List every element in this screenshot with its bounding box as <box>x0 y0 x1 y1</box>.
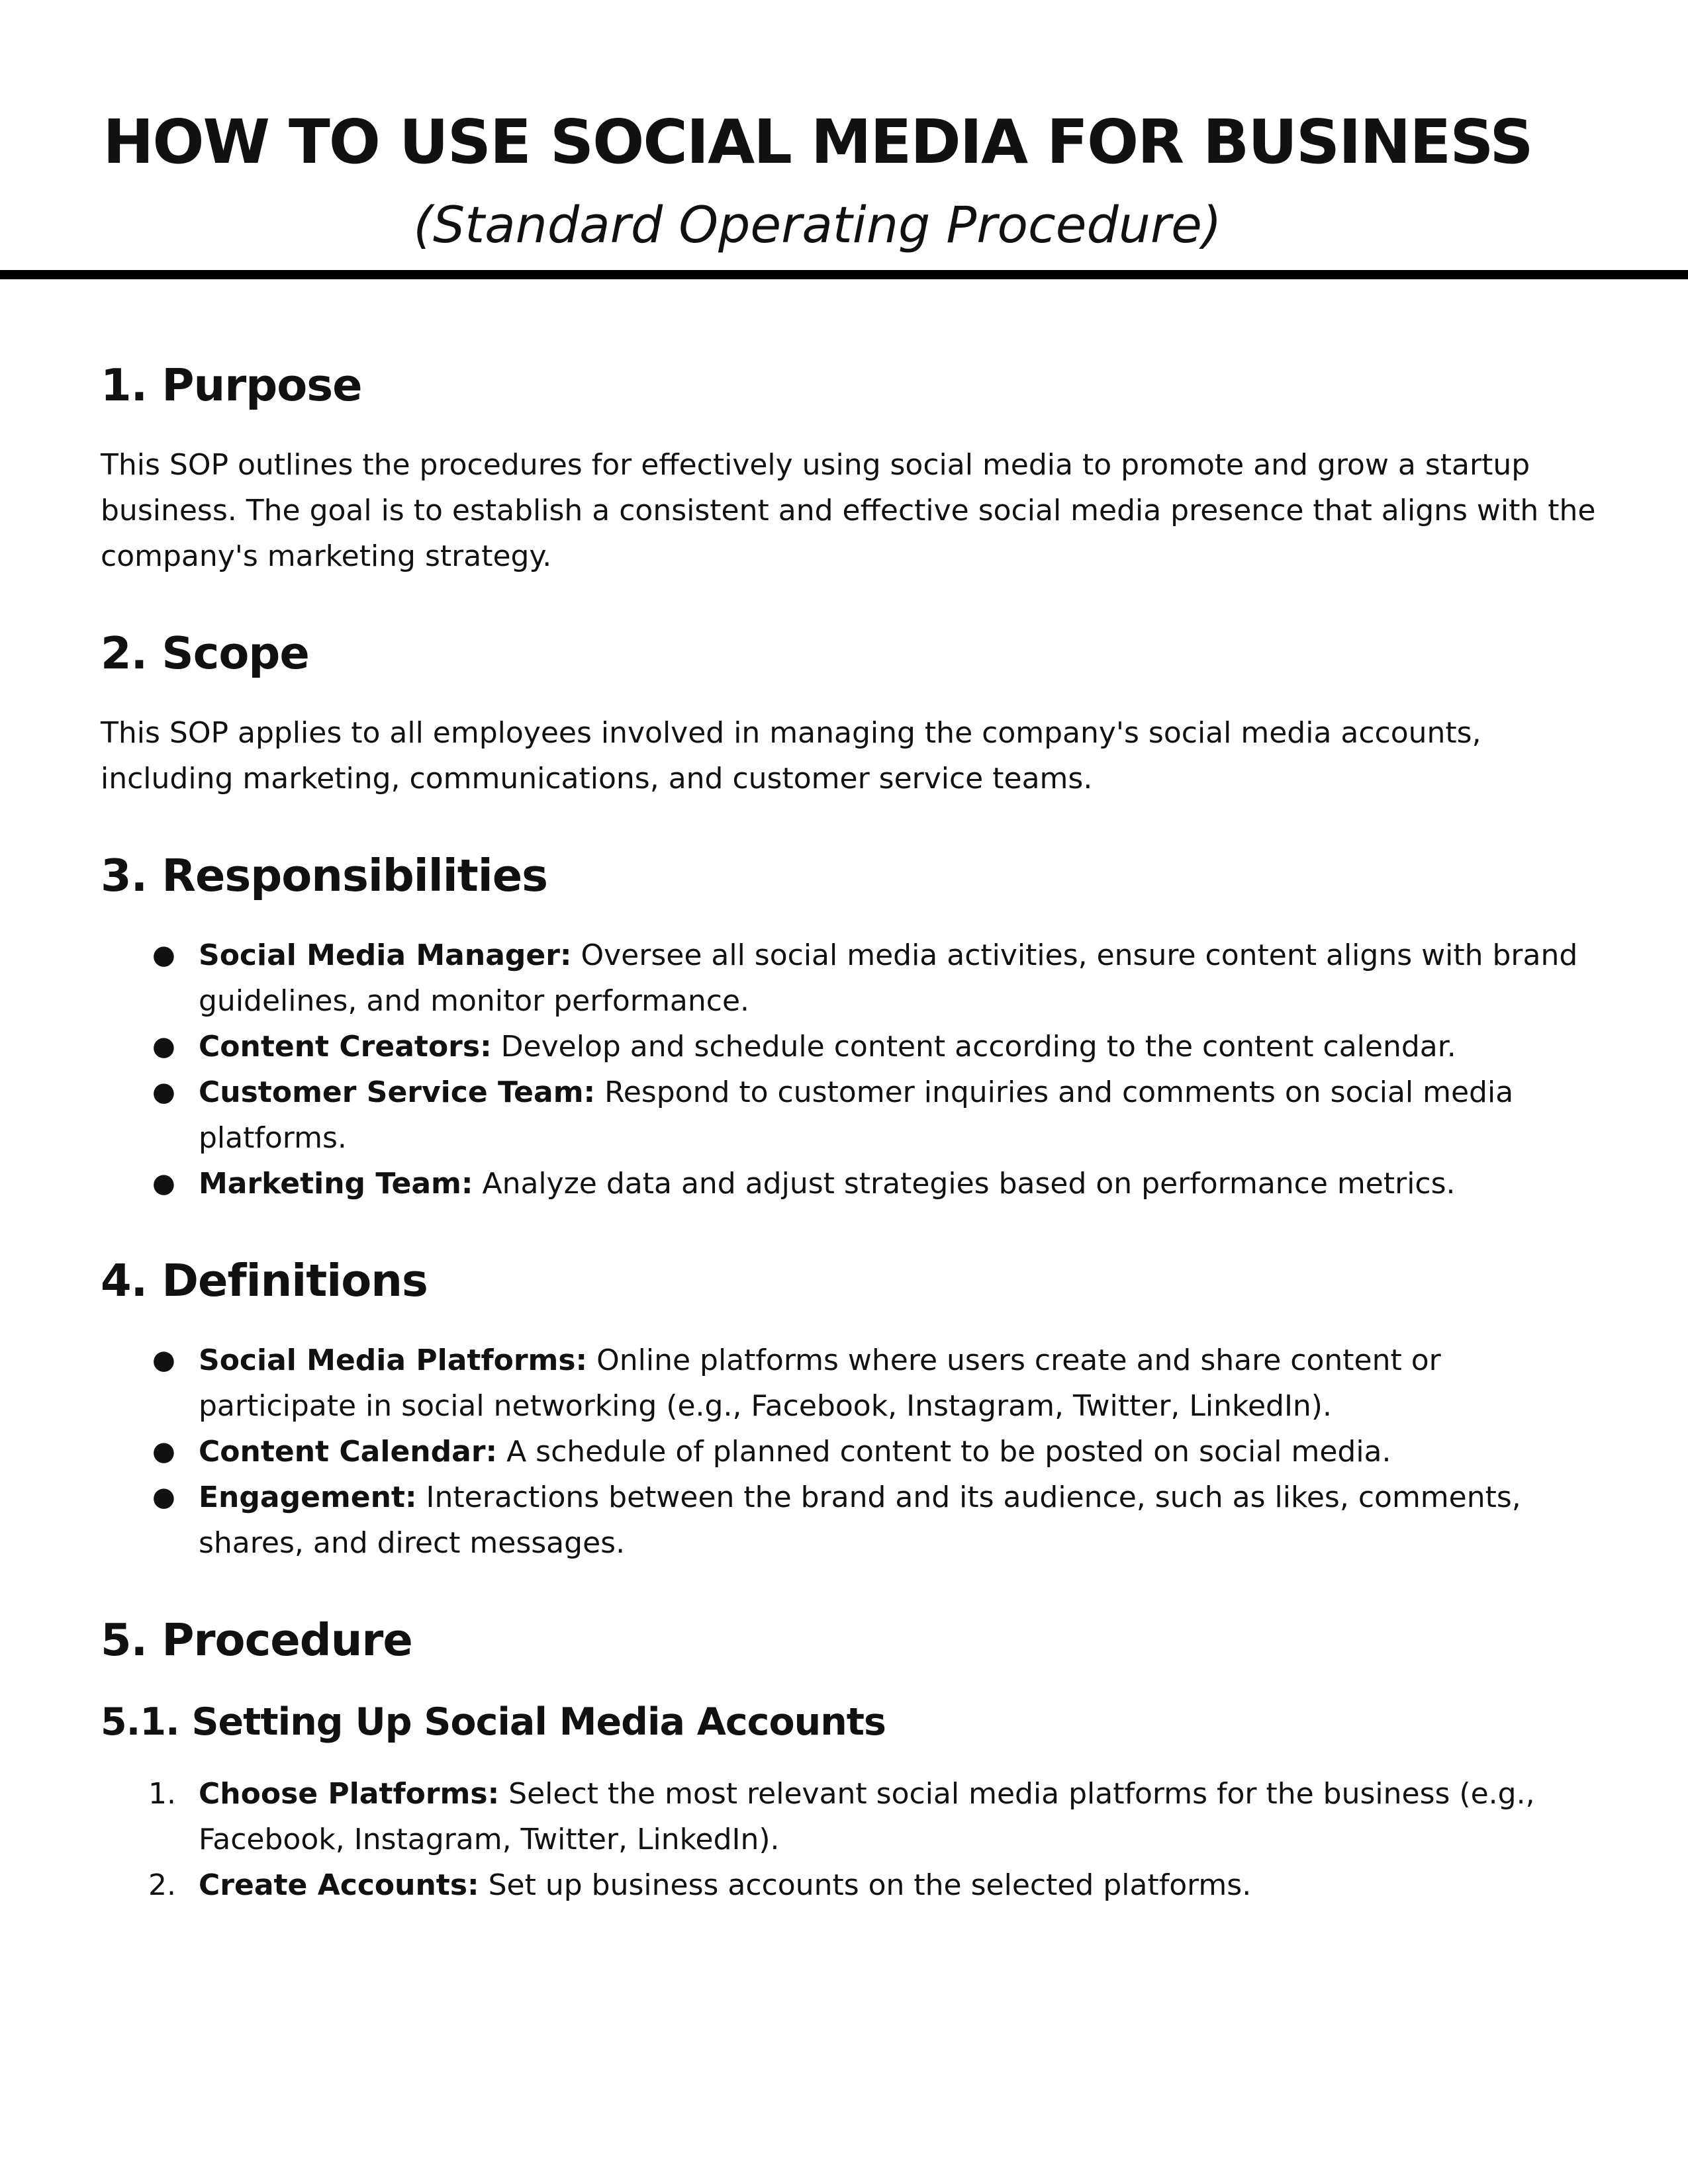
item-term: Create Accounts: <box>199 1868 479 1902</box>
item-text: Analyze data and adjust strategies based on performance metrics. <box>473 1167 1456 1201</box>
item-text: Online platforms where users create and share content or participate in social networking (e.g., Facebook, Instagram, Twitter, LinkedIn). <box>199 1343 1441 1423</box>
list-item <box>101 1338 1597 1429</box>
section-heading: 2. Scope <box>101 627 309 679</box>
section-heading: 4. Definitions <box>101 1255 428 1306</box>
section-paragraph: This SOP applies to all employees involved in managing the company's social media accounts, including marketing, communications, and customer service teams. <box>101 716 1481 796</box>
document-header <box>0 0 1688 281</box>
section-procedure <box>101 1612 1597 1908</box>
header-divider <box>0 270 1688 279</box>
item-term: Customer Service Team: <box>199 1075 596 1109</box>
section-heading: 1. Purpose <box>101 359 362 411</box>
item-text: Respond to customer inquiries and comments on social media platforms. <box>199 1075 1514 1155</box>
section-purpose <box>101 357 1597 579</box>
list-item <box>101 1862 1597 1908</box>
subsection-heading: 5.1. Setting Up Social Media Accounts <box>101 1700 886 1744</box>
list-item <box>101 1429 1597 1475</box>
step-number: 1. <box>148 1777 176 1811</box>
item-term: Choose Platforms: <box>199 1777 500 1811</box>
item-text: Set up business accounts on the selected platforms. <box>479 1868 1252 1902</box>
bullet-icon: ● <box>152 1482 175 1512</box>
list-item <box>101 1069 1597 1161</box>
item-term: Social Media Platforms: <box>199 1343 588 1377</box>
procedure-steps-list <box>101 1771 1597 1908</box>
item-text: Develop and schedule content according to the content calendar. <box>491 1030 1456 1064</box>
item-term: Social Media Manager: <box>199 938 572 972</box>
definitions-list <box>101 1338 1597 1566</box>
item-term: Engagement: <box>199 1480 417 1514</box>
item-term: Marketing Team: <box>199 1167 473 1201</box>
document-subtitle: (Standard Operating Procedure) <box>413 195 1222 254</box>
bullet-icon: ● <box>152 1077 175 1107</box>
list-item <box>101 1771 1597 1862</box>
bullet-icon: ● <box>152 940 175 970</box>
document-body <box>101 357 1597 1954</box>
section-responsibilities <box>101 848 1597 1206</box>
bullet-icon: ● <box>152 1436 175 1467</box>
bullet-icon: ● <box>152 1345 175 1375</box>
list-item <box>101 1475 1597 1566</box>
document-title: HOW TO USE SOCIAL MEDIA FOR BUSINESS <box>103 107 1532 177</box>
step-number: 2. <box>148 1868 176 1902</box>
section-paragraph: This SOP outlines the procedures for effectively using social media to promote and grow a startup business. The goal is to establish a consistent and effective social media presence that aligns with the company's marketing strategy. <box>101 448 1596 573</box>
item-text: Oversee all social media activities, ensure content aligns with brand guidelines, and monitor performance. <box>199 938 1578 1018</box>
section-heading: 3. Responsibilities <box>101 850 548 901</box>
list-item <box>101 933 1597 1024</box>
section-heading: 5. Procedure <box>101 1614 412 1666</box>
section-scope <box>101 625 1597 801</box>
list-item <box>101 1161 1597 1206</box>
item-text: Select the most relevant social media platforms for the business (e.g., Facebook, Instagram, Twitter, LinkedIn). <box>199 1777 1535 1856</box>
item-term: Content Creators: <box>199 1030 492 1064</box>
list-item <box>101 1024 1597 1069</box>
item-text: A schedule of planned content to be posted on social media. <box>497 1435 1391 1469</box>
bullet-icon: ● <box>152 1168 175 1199</box>
bullet-icon: ● <box>152 1031 175 1062</box>
subsection-setting-up-accounts <box>101 1698 1597 1908</box>
section-definitions <box>101 1253 1597 1566</box>
responsibilities-list <box>101 933 1597 1206</box>
item-term: Content Calendar: <box>199 1435 498 1469</box>
item-text: Interactions between the brand and its audience, such as likes, comments, shares, and direct messages. <box>199 1480 1521 1560</box>
